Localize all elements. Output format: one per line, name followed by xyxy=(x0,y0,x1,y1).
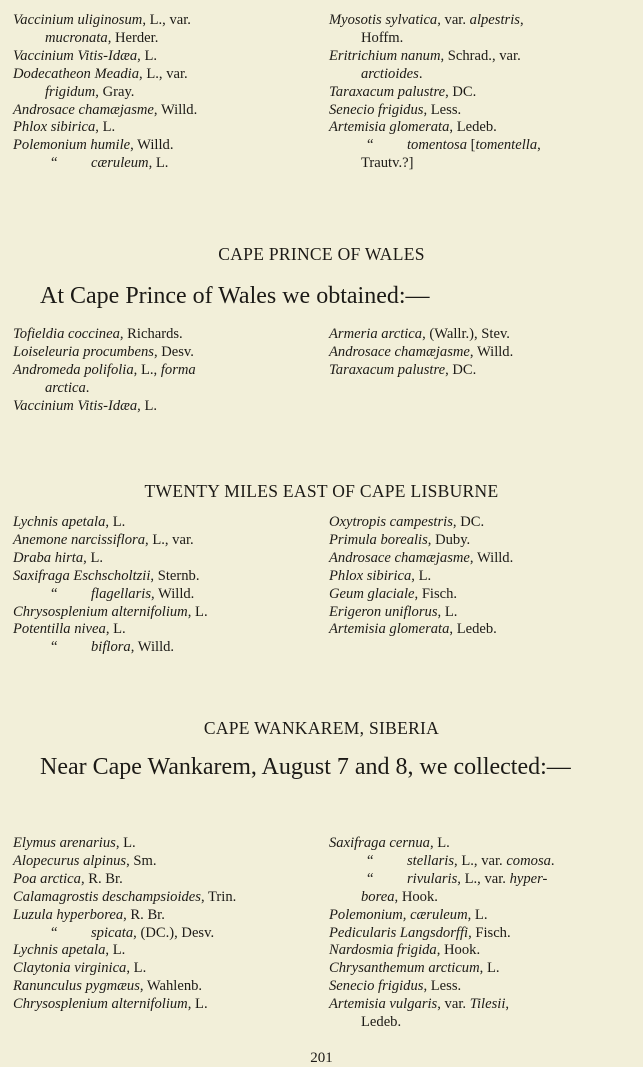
section-heading-cape-prince-of-wales: CAPE PRINCE OF WALES xyxy=(218,244,425,264)
species-name: Artemisia glomerata xyxy=(329,119,450,136)
species-entry xyxy=(13,514,319,532)
species-entry xyxy=(329,925,631,943)
species-name: stellaris xyxy=(407,852,455,869)
species-entry xyxy=(13,978,319,996)
species-name: Andromeda polifolia xyxy=(13,361,134,378)
species-name: Calamagrostis deschampsioides xyxy=(13,888,201,905)
species-name: Erigeron uniflorus xyxy=(329,603,438,620)
species-entry-continuation xyxy=(13,30,319,48)
species-authority: , L. xyxy=(95,119,116,136)
species-name: Elymus arenarius xyxy=(13,835,116,851)
species-name: Saxifraga cernua xyxy=(329,835,430,851)
species-authority: , R. Br. xyxy=(80,870,123,887)
species-name: Claytonia virginica xyxy=(13,960,127,977)
variety-name: comosa xyxy=(506,852,551,869)
species-authority: , L. xyxy=(105,942,126,959)
species-entry xyxy=(13,604,319,622)
species-name: Taraxacum palustre xyxy=(329,361,446,378)
species-entry xyxy=(13,532,319,550)
species-entry xyxy=(329,996,631,1014)
species-name: Saxifraga Eschscholtzii xyxy=(13,567,151,584)
species-entry xyxy=(13,942,319,960)
species-authority: , Willd. xyxy=(130,639,175,656)
species-entry-continuation xyxy=(329,1014,631,1032)
species-name: Chrysosplenium alternifolium xyxy=(13,996,188,1013)
ditto-mark: “ xyxy=(367,870,374,887)
species-authority: , Desv. xyxy=(153,343,194,360)
species-entry xyxy=(329,871,631,889)
section-intro-cape-wankarem: Near Cape Wankarem, August 7 and 8, we collected:— xyxy=(40,754,571,780)
species-name: Tofieldia coccinea xyxy=(13,326,120,342)
species-name: flagellaris xyxy=(91,585,151,602)
species-authority: , L., var. xyxy=(457,870,510,887)
species-entry xyxy=(13,119,319,137)
species-entry xyxy=(13,925,319,943)
species-authority: , L., var. xyxy=(139,65,188,82)
species-name: Pedicularis Langsdorffi xyxy=(329,924,469,941)
species-authority: , Duby. xyxy=(427,531,471,548)
species-authority: . xyxy=(418,65,423,82)
cape-prince-of-wales-left-column xyxy=(13,326,319,416)
species-name: Dodecatheon Meadia xyxy=(13,65,140,82)
variety-suffix: , xyxy=(505,996,510,1013)
species-entry-continuation xyxy=(329,889,631,907)
species-authority: , Hook. xyxy=(436,942,481,959)
species-name: Polemonium, cæruleum xyxy=(329,906,468,923)
variety-suffix: . xyxy=(550,852,555,869)
ditto-mark: “ xyxy=(51,155,58,172)
species-authority: , L. xyxy=(429,835,450,851)
species-authority: [ xyxy=(467,137,476,154)
species-authority: , Hook. xyxy=(394,888,438,905)
species-name: arctica xyxy=(45,379,86,396)
species-authority: , Richards. xyxy=(119,326,183,342)
species-name: Artemisia glomerata xyxy=(329,621,450,638)
species-entry xyxy=(13,326,319,344)
species-entry-continuation xyxy=(329,66,631,84)
species-authority: , DC. xyxy=(445,361,477,378)
species-name: Alopecurus alpinus xyxy=(13,852,127,869)
species-authority: , L., var. xyxy=(145,531,194,548)
species-entry xyxy=(329,362,631,380)
species-entry xyxy=(13,155,319,173)
species-authority: , L. xyxy=(479,960,500,977)
species-entry xyxy=(329,137,631,155)
ditto-mark: “ xyxy=(51,924,58,941)
species-name: Oxytropis campestris xyxy=(329,514,453,530)
species-name: Armeria arctica xyxy=(329,326,423,342)
species-authority: , L. xyxy=(137,397,158,414)
species-authority: , Ledeb. xyxy=(449,621,497,638)
top-right-column xyxy=(329,12,631,173)
species-entry-continuation xyxy=(329,30,631,48)
species-entry xyxy=(13,960,319,978)
species-entry xyxy=(329,550,631,568)
species-name: Artemisia vulgaris xyxy=(329,996,438,1013)
species-name: Geum glaciale xyxy=(329,585,415,602)
species-authority: , DC. xyxy=(445,83,477,100)
species-entry xyxy=(329,102,631,120)
species-entry xyxy=(329,960,631,978)
species-authority: , Schrad., var. xyxy=(440,47,521,64)
species-authority: , Willd. xyxy=(153,101,198,118)
species-authority: , L. xyxy=(115,835,136,851)
species-name: Poa arctica xyxy=(13,870,81,887)
species-entry xyxy=(13,102,319,120)
species-authority: Ledeb. xyxy=(361,1014,402,1031)
species-name: spicata xyxy=(91,924,134,941)
species-authority: , (DC.), Desv. xyxy=(133,924,215,941)
species-authority: , Sm. xyxy=(126,852,157,869)
species-name: cæruleum xyxy=(91,155,149,172)
species-authority: , L. xyxy=(126,960,147,977)
species-name: Androsace chamæjasme xyxy=(329,343,470,360)
species-name: Lychnis apetala xyxy=(13,942,106,959)
cape-lisburne-right-column xyxy=(329,514,631,657)
species-authority: , L. xyxy=(187,996,208,1013)
species-entry xyxy=(13,639,319,657)
species-authority: , Sternb. xyxy=(150,567,200,584)
species-entry xyxy=(329,326,631,344)
species-entry xyxy=(13,362,319,380)
species-authority: , L. xyxy=(137,47,158,64)
cape-prince-of-wales-right-column xyxy=(329,326,631,416)
species-authority: , L. xyxy=(105,621,126,638)
species-name: frigidum xyxy=(45,83,96,100)
species-entry xyxy=(329,514,631,532)
variety-name: Tilesii xyxy=(469,996,506,1013)
species-entry xyxy=(13,48,319,66)
species-name: arctioides xyxy=(361,65,419,82)
cape-wankarem-right-column xyxy=(329,835,631,1032)
species-authority: , Less. xyxy=(423,978,462,995)
species-entry xyxy=(329,84,631,102)
species-name: Chrysosplenium alternifolium xyxy=(13,603,188,620)
species-entry xyxy=(13,853,319,871)
ditto-mark: “ xyxy=(367,852,374,869)
species-name: Ranunculus pygmæus xyxy=(13,978,140,995)
species-entry xyxy=(13,996,319,1014)
species-name: Phlox sibirica xyxy=(13,119,96,136)
species-authority: , L., xyxy=(133,361,161,378)
species-name: Anemone narcissiflora xyxy=(13,531,146,548)
species-entry xyxy=(329,978,631,996)
species-authority: , Wahlenb. xyxy=(139,978,203,995)
species-name: Nardosmia frigida xyxy=(329,942,437,959)
species-entry-continuation xyxy=(13,84,319,102)
species-authority: , (Wallr.), Stev. xyxy=(422,326,510,342)
species-entry xyxy=(13,907,319,925)
species-entry-continuation xyxy=(329,155,631,173)
species-authority: , Willd. xyxy=(469,343,514,360)
cape-prince-of-wales-species-list xyxy=(13,326,637,416)
species-entry xyxy=(13,621,319,639)
species-entry xyxy=(329,853,631,871)
species-entry xyxy=(13,137,319,155)
cape-wankarem-left-column xyxy=(13,835,319,1032)
species-authority: . xyxy=(85,379,90,396)
species-name: Myosotis sylvatica xyxy=(329,12,438,28)
section-heading-cape-lisburne: TWENTY MILES EAST OF CAPE LISBURNE xyxy=(144,481,499,501)
species-name: Eritrichium nanum xyxy=(329,47,441,64)
species-authority: , Ledeb. xyxy=(449,119,497,136)
species-entry xyxy=(13,550,319,568)
species-entry xyxy=(329,907,631,925)
variety-suffix: , xyxy=(519,12,524,28)
cape-wankarem-species-list xyxy=(13,835,637,1032)
species-authority: , Gray. xyxy=(95,83,135,100)
species-name: Vaccinium Vitis-Idæa xyxy=(13,397,138,414)
species-name: Taraxacum palustre xyxy=(329,83,446,100)
variety-name: tomentella xyxy=(475,137,538,154)
species-entry xyxy=(329,344,631,362)
species-entry xyxy=(329,48,631,66)
species-name: Androsace chamæjasme xyxy=(13,101,154,118)
species-authority: , L. xyxy=(105,514,126,530)
variety-name: alpestris xyxy=(469,12,520,28)
species-authority: , Willd. xyxy=(469,549,514,566)
species-authority: , var. xyxy=(437,12,470,28)
species-authority: , L., var. xyxy=(454,852,507,869)
species-name: Phlox sibirica xyxy=(329,567,412,584)
species-authority: Hoffm. xyxy=(361,29,404,46)
variety-name: hyper- xyxy=(509,870,548,887)
species-authority: , L. xyxy=(187,603,208,620)
species-authority: , Fisch. xyxy=(414,585,458,602)
species-name: Potentilla nivea xyxy=(13,621,106,638)
species-entry xyxy=(13,835,319,853)
species-name: Vaccinium uliginosum xyxy=(13,12,143,28)
species-entry xyxy=(329,532,631,550)
species-name: Senecio frigidus xyxy=(329,101,424,118)
species-authority: , Trin. xyxy=(200,888,237,905)
species-authority: , Fisch. xyxy=(468,924,511,941)
species-name: Androsace chamæjasme xyxy=(329,549,470,566)
species-name: Luzula hyperborea xyxy=(13,906,124,923)
species-authority: Trautv.?] xyxy=(361,155,414,172)
species-name: Polemonium humile xyxy=(13,137,131,154)
species-entry xyxy=(13,344,319,362)
species-authority: , L. xyxy=(148,155,169,172)
cape-lisburne-species-list xyxy=(13,514,637,657)
species-name: Vaccinium Vitis-Idæa xyxy=(13,47,138,64)
species-entry xyxy=(13,889,319,907)
species-entry xyxy=(329,942,631,960)
species-name: Senecio frigidus xyxy=(329,978,424,995)
species-authority: , R. Br. xyxy=(123,906,165,923)
ditto-mark: “ xyxy=(51,639,58,656)
variety-name: forma xyxy=(160,361,196,378)
section-intro-cape-prince-of-wales: At Cape Prince of Wales we obtained:— xyxy=(40,283,430,309)
species-entry xyxy=(13,586,319,604)
species-entry xyxy=(13,871,319,889)
species-entry xyxy=(329,835,631,853)
top-left-column xyxy=(13,12,319,173)
cape-lisburne-left-column xyxy=(13,514,319,657)
species-authority: , Herder. xyxy=(107,29,159,46)
top-species-list xyxy=(13,12,637,173)
species-entry xyxy=(13,66,319,84)
species-name: tomentosa xyxy=(407,137,467,154)
species-name: Primula borealis xyxy=(329,531,428,548)
section-heading-cape-wankarem: CAPE WANKAREM, SIBERIA xyxy=(203,718,440,738)
species-entry xyxy=(329,586,631,604)
species-authority: , Willd. xyxy=(130,137,174,154)
species-entry xyxy=(329,621,631,639)
species-entry xyxy=(329,12,631,30)
page-number: 201 xyxy=(310,1050,333,1066)
species-name: Loiseleuria procumbens xyxy=(13,343,154,360)
species-authority: , L., var. xyxy=(142,12,191,28)
species-entry xyxy=(13,568,319,586)
species-entry-continuation xyxy=(13,380,319,398)
species-authority: , DC. xyxy=(452,514,485,530)
species-name: rivularis xyxy=(407,870,458,887)
species-entry xyxy=(329,119,631,137)
species-entry xyxy=(13,398,319,416)
species-name: biflora xyxy=(91,639,131,656)
species-authority: , var. xyxy=(437,996,470,1013)
ditto-mark: “ xyxy=(51,585,58,602)
species-authority: , L. xyxy=(83,549,104,566)
species-entry xyxy=(13,12,319,30)
ditto-mark: “ xyxy=(367,137,374,154)
species-authority: , Willd. xyxy=(151,585,195,602)
species-authority: , L. xyxy=(467,906,488,923)
species-authority: , Less. xyxy=(423,101,462,118)
variety-suffix: , xyxy=(537,137,541,154)
species-name: Lychnis apetala xyxy=(13,514,106,530)
species-name: mucronata xyxy=(45,29,108,46)
species-entry xyxy=(329,604,631,622)
species-name: borea xyxy=(361,888,395,905)
species-entry xyxy=(329,568,631,586)
species-authority: , L. xyxy=(411,567,432,584)
species-name: Draba hirta xyxy=(13,549,84,566)
species-authority: , L. xyxy=(437,603,458,620)
species-name: Chrysanthemum arcticum xyxy=(329,960,480,977)
